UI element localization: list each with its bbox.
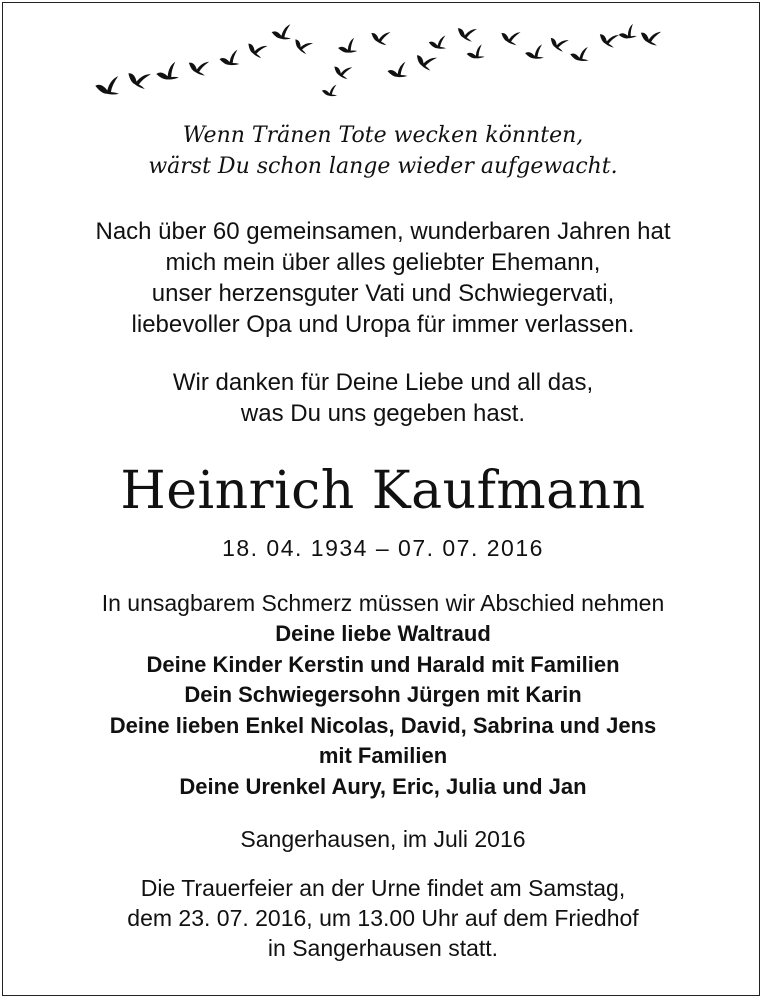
bird-icon: [500, 29, 521, 46]
bird-icon: [187, 58, 209, 76]
bird-icon: [548, 34, 569, 52]
bird-icon: [321, 84, 338, 98]
farewell-paragraph: [0, 216, 766, 340]
life-dates: 18. 04. 1934 – 07. 07. 2016: [222, 535, 544, 561]
bird-icon: [597, 30, 619, 48]
bird-icon: [332, 63, 352, 80]
bird-icon: [428, 35, 448, 51]
bird-icon: [455, 24, 477, 42]
service-line: Die Trauerfeier an der Urne findet am Samstag,: [140, 875, 626, 901]
bird-icon: [639, 28, 661, 46]
family-line: mit Familien: [318, 743, 448, 768]
bird-icon: [292, 36, 313, 55]
family-line: Deine Kinder Kerstin und Harald mit Familien: [146, 651, 620, 677]
bird-icon: [126, 68, 151, 89]
bird-icon: [386, 62, 409, 81]
family-line: Deine Urenkel Aury, Eric, Julia und Jan: [179, 773, 587, 799]
text-line: Wir danken für Deine Liebe und all das,: [172, 369, 594, 396]
bird-icon: [218, 50, 241, 69]
bird-icon: [337, 38, 359, 57]
bird-icon: [245, 40, 267, 59]
bird-icon: [271, 24, 293, 42]
family-line: Deine liebe Waltraud: [275, 621, 491, 646]
motto: [0, 120, 766, 182]
place-date: Sangerhausen, im Juli 2016: [240, 826, 526, 852]
text-line: Nach über 60 gemeinsamen, wunderbaren Jahren hat: [95, 218, 671, 245]
text-line: liebevoller Opa und Uropa für immer verlassen.: [131, 311, 635, 338]
service-line: dem 23. 07. 2016, um 13.00 Uhr auf dem Friedhof: [127, 905, 639, 931]
bird-icon: [617, 24, 638, 43]
bird-icon: [569, 47, 590, 64]
text-line: mich mein über alles geliebter Ehemann,: [165, 249, 601, 276]
text-line: was Du uns gegeben hast.: [240, 400, 526, 427]
bird-icon: [414, 51, 438, 71]
flying-birds-icon: [80, 10, 680, 110]
service-line: in Sangerhausen statt.: [267, 935, 499, 961]
deceased-name: Heinrich Kaufmann: [120, 461, 646, 521]
bird-icon: [370, 29, 391, 46]
family-line: Deine lieben Enkel Nicolas, David, Sabrina und Jens: [109, 712, 657, 738]
family-list: [0, 619, 766, 802]
family-line: Dein Schwiegersohn Jürgen mit Karin: [184, 682, 582, 707]
bird-icon: [524, 44, 546, 62]
text-line: unser herzensguter Vati und Schwiegervati,: [151, 280, 615, 307]
bird-icon: [465, 44, 486, 62]
thanks-paragraph: [0, 367, 766, 429]
motto-line: wärst Du schon lange wieder aufgewacht.: [148, 154, 618, 179]
bird-icon: [155, 62, 181, 85]
motto-line: Wenn Tränen Tote wecken könnten,: [182, 123, 584, 148]
bird-icon: [94, 76, 121, 98]
funeral-service-info: [0, 873, 766, 963]
mourning-line: In unsagbarem Schmerz müssen wir Abschied nehmen: [101, 590, 665, 616]
